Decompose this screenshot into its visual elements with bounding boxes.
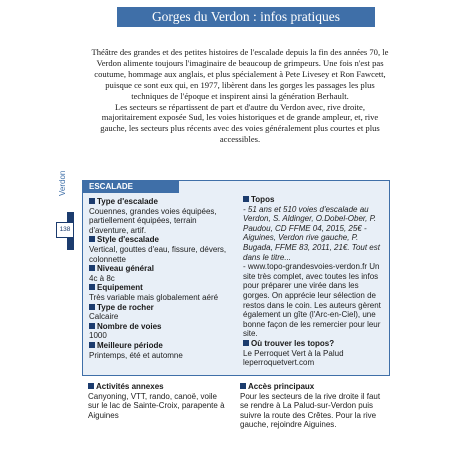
intro-text xyxy=(88,47,392,145)
info-section xyxy=(89,197,233,235)
where-line: Le Perroquet Vert à la Palud xyxy=(243,348,344,358)
info-section xyxy=(89,283,233,302)
topos-books: - 51 ans et 510 voies d'escalade au Verdon, S. Aldinger, O.Dobel-Ober, P. Paudou, CD FFME 04, 2015, 25€ - Aiguines, Verdon rive gauche, P. Bugada, FFME 83, 2011, 21€. Tout est dans le titre... xyxy=(243,204,380,262)
square-bullet-icon xyxy=(243,340,249,346)
section-title: Nombre de voies xyxy=(97,321,162,331)
topos-title: Topos xyxy=(251,195,275,204)
info-section xyxy=(89,341,233,360)
section-body: Vertical, gouttes d'eau, fissure, dévers, colonnette xyxy=(89,244,227,264)
section-title: Niveau général xyxy=(97,264,154,274)
section-body: 4c à 8c xyxy=(89,273,115,283)
square-bullet-icon xyxy=(88,383,94,389)
info-section xyxy=(89,303,233,322)
info-section xyxy=(89,235,233,264)
square-bullet-icon xyxy=(89,198,95,204)
info-section xyxy=(89,264,233,283)
square-bullet-icon xyxy=(89,284,95,290)
where-title: Où trouver les topos? xyxy=(251,338,335,348)
square-bullet-icon xyxy=(89,236,95,242)
square-bullet-icon xyxy=(243,196,249,202)
escalade-info-box xyxy=(82,180,390,376)
section-body: 1000 xyxy=(89,331,107,341)
acces-section xyxy=(240,382,390,430)
activites-title: Activités annexes xyxy=(96,382,164,391)
section-title: Equipement xyxy=(97,283,143,293)
page-title: Gorges du Verdon : infos pratiques xyxy=(117,7,375,27)
intro-paragraph-2: Les secteurs se répartissent de part et d'autre du Verdon avec, rive droite, majoritairement exposée Sud, les voies historiques et de grande ampleur, et, rive gauche, les secteurs plus récents avec des voies généralement plus courtes et plus accessibles. xyxy=(100,101,380,145)
intro-paragraph-1: Théâtre des grandes et des petites histoires de l'escalade depuis la fin des années 70, le Verdon alimente toujours l'imaginaire de beaucoup de grimpeurs. Une fois n'est pas coutume, hommage aux anglais, et plus spécialement à Pete Livesey et Ron Fawcett, puisque ce sont eux qui, en 1977, libèrent dans les gorges les passages les plus techniques de l'époque et inspirent ainsi la génération Berhault. xyxy=(91,47,389,101)
acces-title: Accès principaux xyxy=(248,382,315,391)
section-title: Type de rocher xyxy=(97,302,154,312)
square-bullet-icon xyxy=(240,383,246,389)
section-title: Style d'escalade xyxy=(97,235,159,245)
square-bullet-icon xyxy=(89,265,95,271)
page-number: 138 xyxy=(56,222,74,238)
section-body: Très variable mais globalement aéré xyxy=(89,292,219,302)
square-bullet-icon xyxy=(89,304,95,310)
square-bullet-icon xyxy=(89,323,95,329)
box-left-column xyxy=(89,197,233,360)
side-tab-label xyxy=(58,170,70,200)
info-section xyxy=(89,322,233,341)
acces-body: Pour les secteurs de la rive droite il faut se rendre à La Palud-sur-Verdon puis suivre la route des Crêtes. Pour la rive gauche, rejoindre Aiguines. xyxy=(240,391,381,430)
activites-section xyxy=(88,382,228,420)
square-bullet-icon xyxy=(89,342,95,348)
section-title: Type d'escalade xyxy=(97,197,158,206)
section-title: Meilleure période xyxy=(97,340,163,350)
side-tab-text: Verdon xyxy=(58,170,67,196)
box-header: ESCALADE xyxy=(83,181,179,193)
section-body: Couennes, grandes voies équipées, partiellement équipées, terrain d'aventure, artif. xyxy=(89,206,217,235)
activites-body: Canyoning, VTT, rando, canoë, voile sur le lac de Sainte-Croix, parapente à Aiguines xyxy=(88,391,225,420)
box-right-column xyxy=(243,195,387,368)
where-link[interactable]: leperroquetvert.com xyxy=(243,358,315,368)
section-body: Calcaire xyxy=(89,312,119,322)
topos-website: - www.topo-grandesvoies-verdon.fr Un site très complet, avec toutes les infos pour préparer une virée dans les gorges. On apprécie leur sélection de restos dans le coin. Les auteurs gèrent également un gîte (l'Arc-en-Ciel), une bonne façon de les remercier pour leur site. xyxy=(243,262,381,339)
section-body: Printemps, été et automne xyxy=(89,350,183,360)
